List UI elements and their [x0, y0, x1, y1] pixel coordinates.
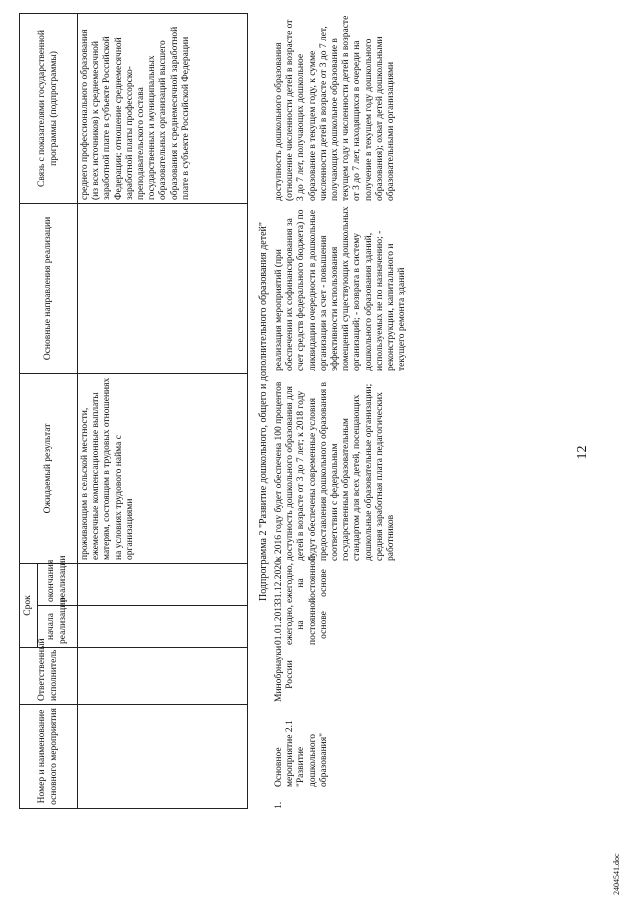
header-number-name: Номер и наименование основного мероприятия: [20, 705, 78, 809]
cont-cell-1: [78, 705, 248, 809]
header-end: окончания реализации: [38, 563, 78, 605]
row-end: 31.12.2020 ежегодно, на постоянной основе: [274, 555, 329, 603]
subprogram-title: Подпрограмма 2 "Развитие дошкольного, общего и дополнительного образования детей": [258, 222, 269, 601]
page-number: 12: [575, 445, 590, 460]
cont-result: проживающим в сельской местности, ежемесячные компенсационные выплаты матерям, состоящим в трудовых отношениях на условиях трудового найма с организациями: [78, 373, 248, 563]
row-number: 1.: [274, 801, 284, 809]
cont-cell-3: [78, 606, 248, 648]
row-name: Основное мероприятие 2.1 "Развитие дошкольного образования": [274, 720, 329, 787]
row-result: к 2016 году будет обеспечена 100 процентов доступность дошкольного образования для детей в возрасте от 3 до 7 лет; к 2018 году будут обеспечены современные условия предоставления дошкольного образования в соответствии с федеральным государственным образовательным стандартом для всех детей, посещающих дошкольные образовательные организации; средняя заработная плата педагогических работников: [274, 381, 397, 561]
row-directions: реализация мероприятий (при обеспечении их софинансирования за счет средств федерального бюджета) по ликвидации очередности в дошкольные организации за счет - повышения эффективности использования помещений существующих дошкольных организаций; - возврата в систему дошкольного образования зданий, используемых не по назначению; - реконструкции, капитального и текущего ремонта зданий: [274, 206, 408, 371]
header-directions: Основные направления реализации: [20, 203, 78, 373]
cont-directions: [78, 203, 248, 373]
footer-code: 2404541.doc: [612, 853, 621, 895]
program-table: [19, 13, 248, 809]
cont-cell-2: [78, 648, 248, 705]
cont-link: среднего профессионального образования (из всех источников) к среднемесячной заработной плате в субъекте Российской Федерации; отношение среднемесячной заработной платы профессорско-преподавательского состава государственных и муниципальных образовательных организаций высшего образования к среднемесячной заработной плате в субъекте Российской Федерации: [78, 13, 248, 203]
header-executor: Ответственный исполнитель: [20, 648, 78, 705]
header-start: начала реализации: [38, 606, 78, 648]
header-link-indicators: Связь с показателями государственной программы (подпрограммы): [20, 13, 78, 203]
header-expected-result: Ожидаемый результат: [20, 373, 78, 563]
row-start: 01.01.2013 ежегодно, на постоянной основе: [274, 597, 329, 645]
header-term: Срок: [20, 563, 38, 647]
cont-cell-4: [78, 563, 248, 605]
row-executor: Минобрнауки России: [274, 645, 296, 702]
row-link: доступность дошкольного образования (отношение численности детей в возрасте от 3 до 7 лет, получающих дошкольное образование в текущем году, к сумме численности детей в возрасте от 3 до 7 лет, получающих дошкольное образование в текущем году и численности детей в возрасте от 3 до 7 лет, находящихся в очереди на получение в текущем году дошкольного образования); охват детей дошкольными образовательными организациями: [274, 15, 397, 201]
